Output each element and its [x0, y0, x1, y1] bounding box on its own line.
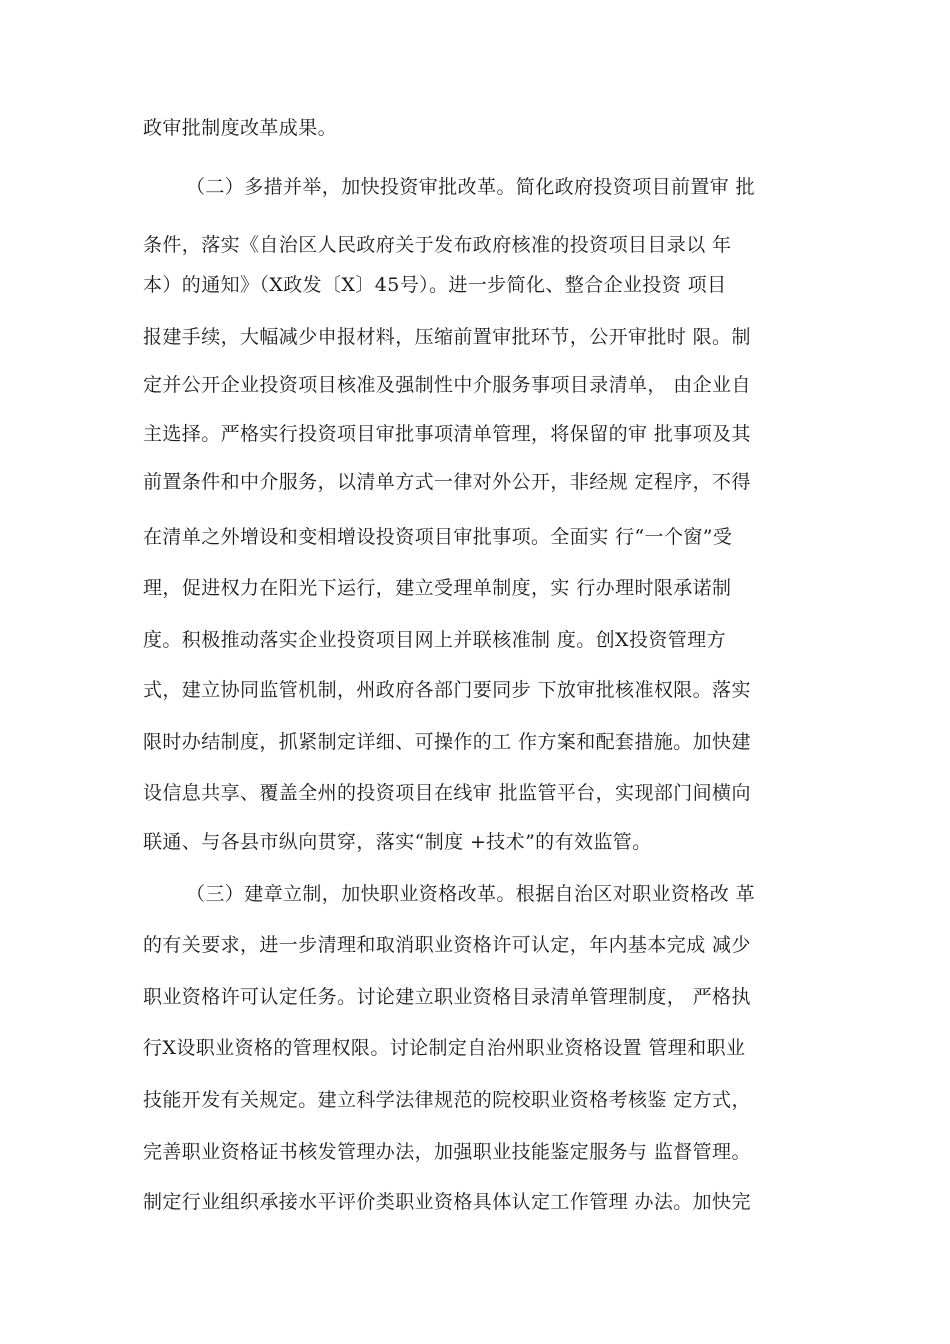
text-line: 限时办结制度，抓紧制定详细、可操作的工 作方案和配套措施。加快建 — [143, 731, 751, 753]
text-line: 的有关要求，进一步清理和取消职业资格许可认定，年内基本完成 减少 — [143, 934, 751, 956]
text-line: 联通、与各县市纵向贯穿，落实“制度 +技术”的有效监管。 — [143, 831, 652, 853]
text-line: 政审批制度改革成果。 — [143, 117, 338, 139]
text-line: 主选择。严格实行投资项目审批事项清单管理，将保留的审 批事项及其 — [143, 423, 751, 445]
text-line: 制定行业组织承接水平评价类职业资格具体认定工作管理 办法。加快完 — [143, 1191, 751, 1213]
paragraph-heading-line: （二）多措并举，加快投资审批改革。简化政府投资项目前置审 批 — [186, 176, 756, 198]
text-line: 前置条件和中介服务，以清单方式一律对外公开，非经规 定程序，不得 — [143, 471, 751, 493]
text-line: 在清单之外增设和变相增设投资项目审批事项。全面实 行“一个窗”受 — [143, 526, 733, 548]
text-line: 完善职业资格证书核发管理办法，加强职业技能鉴定服务与 监督管理。 — [143, 1141, 751, 1163]
text-line: 本）的通知》（X政发〔X〕45号）。进一步简化、整合企业投资 项目 — [143, 274, 727, 296]
text-line: 行X设职业资格的管理权限。讨论制定自治州职业资格设置 管理和职业 — [143, 1037, 746, 1059]
text-line: 条件，落实《自治区人民政府关于发布政府核准的投资项目目录以 年 — [143, 234, 732, 256]
paragraph-heading-line: （三）建章立制，加快职业资格改革。根据自治区对职业资格改 革 — [186, 883, 756, 905]
text-line: 定并公开企业投资项目核准及强制性中介服务事项目录清单， 由企业自 — [143, 374, 751, 396]
text-line: 技能开发有关规定。建立科学法律规范的院校职业资格考核鉴 定方式， — [143, 1089, 751, 1111]
text-line: 报建手续，大幅减少申报材料，压缩前置审批环节，公开审批时 限。制 — [143, 326, 751, 348]
text-line: 理，促进权力在阳光下运行，建立受理单制度，实 行办理时限承诺制 — [143, 577, 732, 599]
text-line: 设信息共享、覆盖全州的投资项目在线审 批监管平台，实现部门间横向 — [143, 782, 751, 804]
text-line: 职业资格许可认定任务。讨论建立职业资格目录清单管理制度， 严格执 — [143, 986, 751, 1008]
text-line: 式，建立协同监管机制，州政府各部门要同步 下放审批核准权限。落实 — [143, 679, 751, 701]
text-line: 度。积极推动落实企业投资项目网上并联核准制 度。创X投资管理方 — [143, 629, 726, 651]
